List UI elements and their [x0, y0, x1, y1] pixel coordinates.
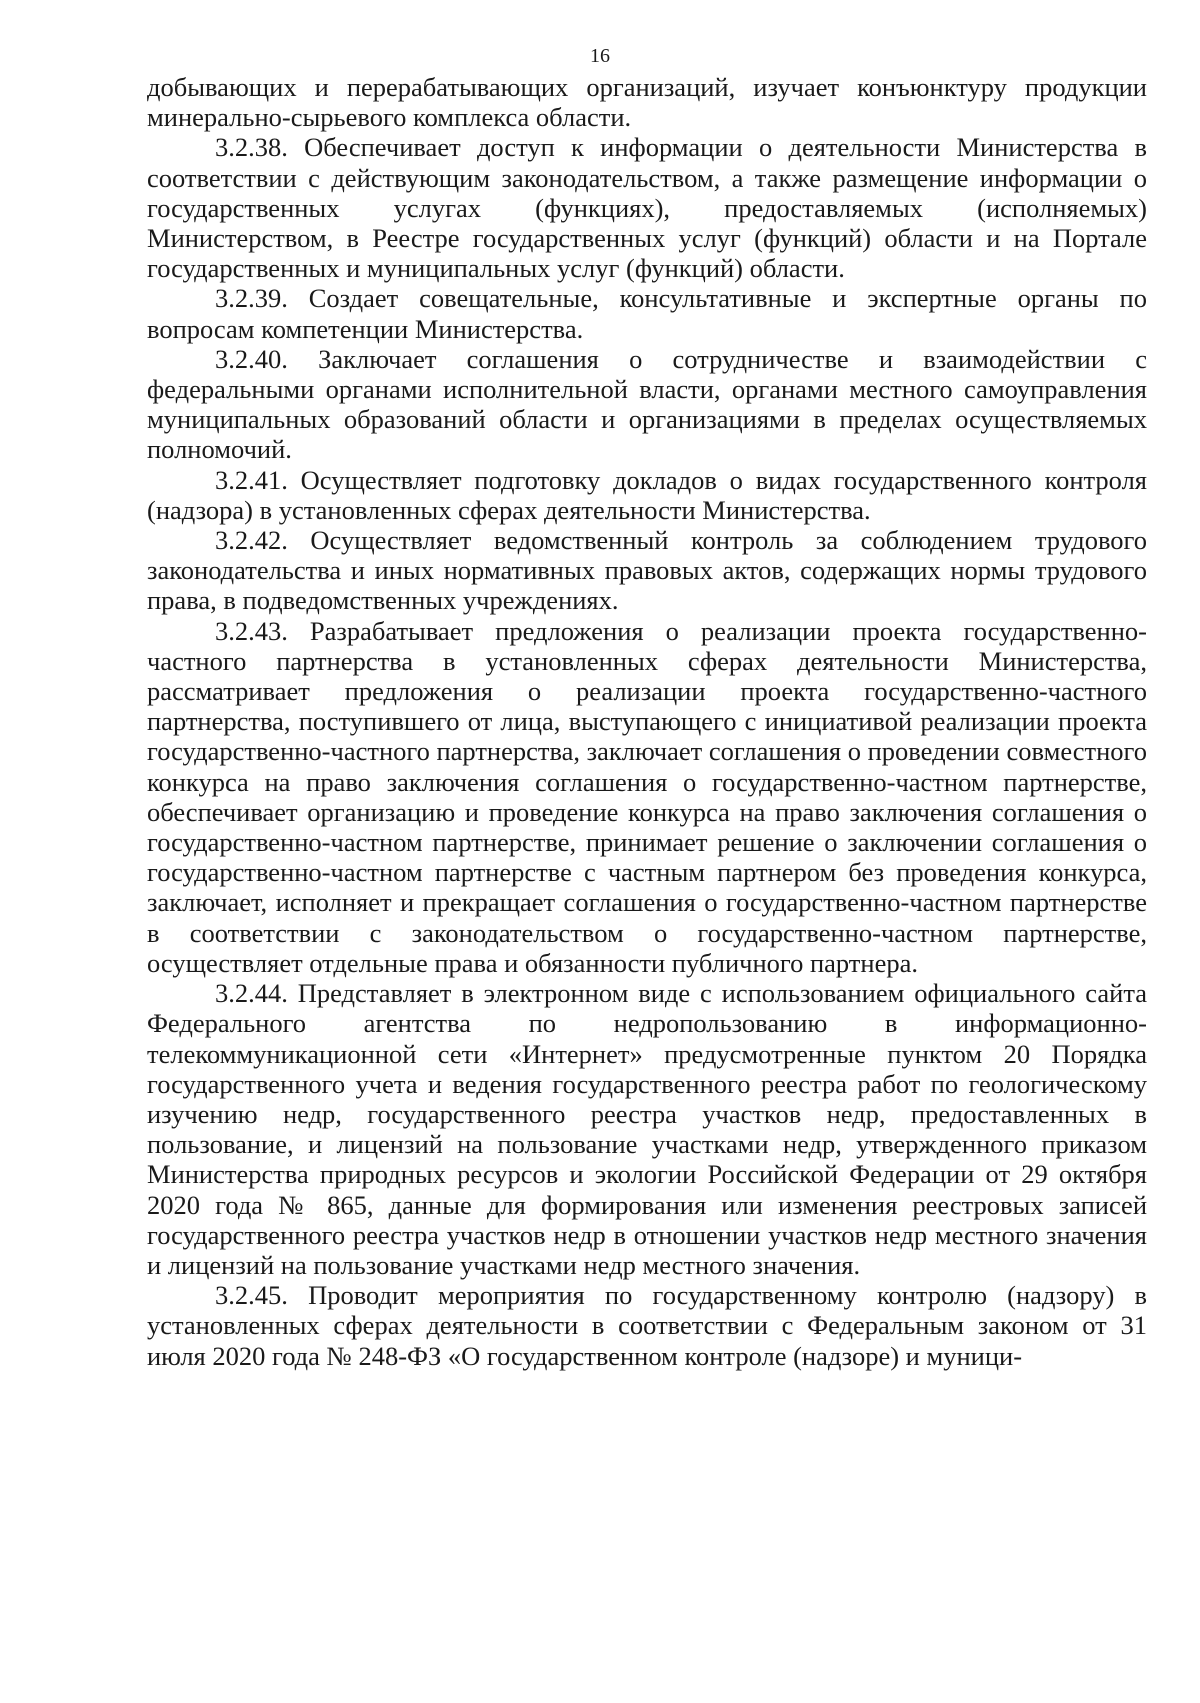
page-number: 16	[590, 45, 610, 67]
paragraph-3-2-43: 3.2.43. Разрабатывает предложения о реализации проекта государственно-частного партнерства в установленных сферах деятельности Министерства, рассматривает предложения о реализации проекта государственно-частного партнерства, поступившего от лица, выступающего с инициативой реализации проекта государственно-частного партнерства, заключает соглашения о проведении совместного конкурса на право заключения соглашения о государственно-частном партнерстве, обеспечивает организацию и проведение конкурса на право заключения соглашения о государственно-частном партнерстве, принимает решение о заключении соглашения о государственно-частном партнерстве с частным партнером без проведения конкурса, заключает, исполняет и прекращает соглашения о государственно-частном партнерстве в соответствии с законодательством о государственно-частном партнерстве, осуществляет отдельные права и обязанности публичного партнера.	[147, 615, 1147, 978]
document-body	[147, 72, 1147, 1371]
paragraph-3-2-44: 3.2.44. Представляет в электронном виде с использованием официального сайта Федерального агентства по недропользованию в информационно-телекоммуникационной сети «Интернет» предусмотренные пунктом 20 Порядка государственного учета и ведения государственного реестра работ по геологическому изучению недр, государственного реестра участков недр, предоставленных в пользование, и лицензий на пользование участками недр, утвержденного приказом Министерства природных ресурсов и экологии Российской Федерации от 29 октября 2020 года № 865, данные для формирования или изменения реестровых записей государственного реестра участков недр в отношении участков недр местного значения и лицензий на пользование участками недр местного значения.	[147, 978, 1147, 1280]
paragraph-3-2-45: 3.2.45. Проводит мероприятия по государственному контролю (надзору) в установленных сферах деятельности в соответствии с Федеральным законом от 31 июля 2020 года № 248-ФЗ «О государственном контроле (надзоре) и муници-	[147, 1280, 1147, 1371]
paragraph-continuation: добывающих и перерабатывающих организаций, изучает конъюнктуру продукции минерально-сырьевого комплекса области.	[147, 72, 1147, 133]
paragraph-3-2-39: 3.2.39. Создает совещательные, консультативные и экспертные органы по вопросам компетенции Министерства.	[147, 283, 1147, 344]
paragraph-3-2-38: 3.2.38. Обеспечивает доступ к информации о деятельности Министерства в соответствии с действующим законодательством, а также размещение информации о государственных услугах (функциях), предоставляемых (исполняемых) Министерством, в Реестре государственных услуг (функций) области и на Портале государственных и муниципальных услуг (функций) области.	[147, 132, 1147, 284]
paragraph-3-2-41: 3.2.41. Осуществляет подготовку докладов о видах государственного контроля (надзора) в установленных сферах деятельности Министерства.	[147, 464, 1147, 525]
paragraph-3-2-42: 3.2.42. Осуществляет ведомственный контроль за соблюдением трудового законодательства и иных нормативных правовых актов, содержащих нормы трудового права, в подведомственных учреждениях.	[147, 525, 1147, 616]
paragraph-3-2-40: 3.2.40. Заключает соглашения о сотрудничестве и взаимодействии с федеральными органами исполнительной власти, органами местного самоуправления муниципальных образований области и организациями в пределах осуществляемых полномочий.	[147, 343, 1147, 465]
